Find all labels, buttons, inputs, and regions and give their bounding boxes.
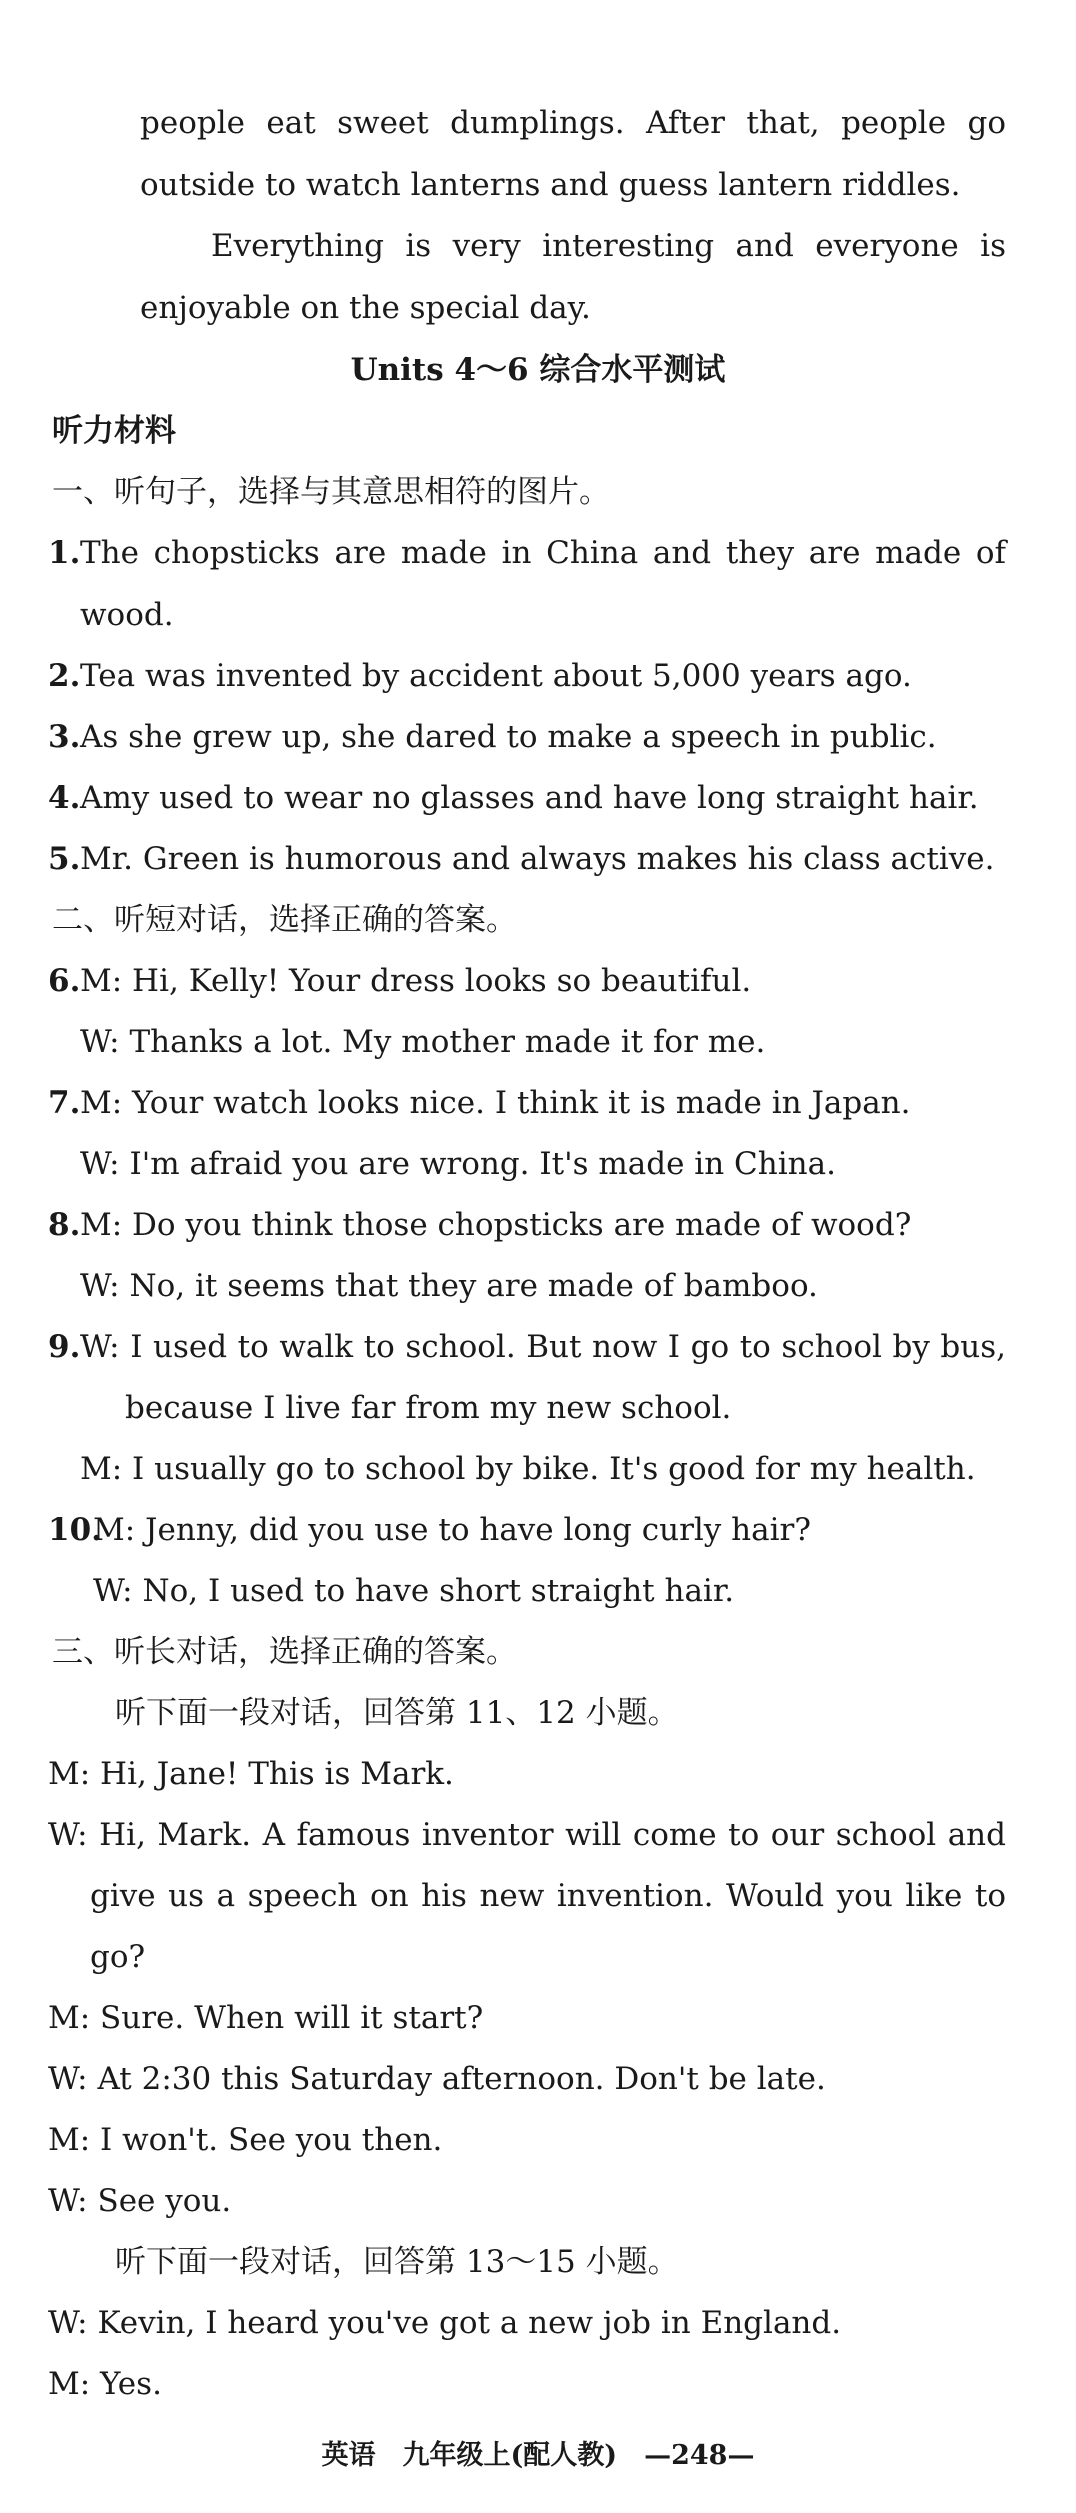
dialogue-line: M: Sure. When will it start? bbox=[48, 2000, 484, 2036]
instruction-line: 听下面一段对话，回答第 13～15 小题。 bbox=[115, 2244, 679, 2280]
part-heading: 三、听长对话，选择正确的答案。 bbox=[52, 1634, 517, 1670]
dialogue-line: M: Hi, Kelly! Your dress looks so beautiful. bbox=[80, 963, 752, 999]
dialogue-line: because I live far from my new school. bbox=[125, 1390, 732, 1426]
question-number: 7. bbox=[48, 1085, 81, 1121]
dialogue-line: W: At 2:30 this Saturday afternoon. Don't be late. bbox=[48, 2061, 826, 2097]
paragraph-line: people eat sweet dumplings. After that, people go bbox=[140, 105, 1006, 141]
question-number: 2. bbox=[48, 658, 81, 694]
question-number: 4. bbox=[48, 780, 81, 816]
question-number: 10. bbox=[48, 1512, 102, 1548]
paragraph-line: outside to watch lanterns and guess lantern riddles. bbox=[140, 167, 961, 203]
dialogue-line: W: See you. bbox=[48, 2183, 232, 2219]
question-number: 8. bbox=[48, 1207, 81, 1243]
dialogue-line: M: Hi, Jane! This is Mark. bbox=[48, 1756, 454, 1792]
part-heading: 一、听句子，选择与其意思相符的图片。 bbox=[52, 474, 610, 510]
dialogue-line: W: No, it seems that they are made of bamboo. bbox=[80, 1268, 818, 1304]
dialogue-line: M: I usually go to school by bike. It's good for my health. bbox=[80, 1451, 976, 1487]
question-number: 6. bbox=[48, 963, 81, 999]
question-text: Tea was invented by accident about 5,000 years ago. bbox=[80, 658, 912, 694]
dialogue-line: W: Hi, Mark. A famous inventor will come to our school and bbox=[48, 1817, 1006, 1853]
dialogue-line: W: I used to walk to school. But now I go to school by bus, bbox=[80, 1329, 1006, 1365]
instruction-line: 听下面一段对话，回答第 11、12 小题。 bbox=[115, 1695, 679, 1731]
dialogue-line: M: Jenny, did you use to have long curly hair? bbox=[93, 1512, 811, 1548]
dialogue-line: give us a speech on his new invention. Would you like to bbox=[90, 1878, 1006, 1914]
question-text: The chopsticks are made in China and they are made of bbox=[80, 535, 1006, 571]
question-number: 3. bbox=[48, 719, 81, 755]
dialogue-line: W: Thanks a lot. My mother made it for me. bbox=[80, 1024, 766, 1060]
paragraph-line: Everything is very interesting and everyone is bbox=[211, 228, 1006, 264]
question-number: 9. bbox=[48, 1329, 81, 1365]
question-number: 5. bbox=[48, 841, 81, 877]
dialogue-line: W: No, I used to have short straight hair. bbox=[93, 1573, 735, 1609]
page-footer: 英语 九年级上(配人教) —248— bbox=[321, 2440, 755, 2471]
question-text: Mr. Green is humorous and always makes his class active. bbox=[80, 841, 995, 877]
heading-listening-material: 听力材料 bbox=[52, 413, 176, 449]
part-heading: 二、听短对话，选择正确的答案。 bbox=[52, 902, 517, 938]
dialogue-line: M: Yes. bbox=[48, 2366, 162, 2402]
dialogue-line: go? bbox=[90, 1939, 146, 1975]
dialogue-line: M: Your watch looks nice. I think it is made in Japan. bbox=[80, 1085, 911, 1121]
dialogue-line: M: Do you think those chopsticks are made of wood? bbox=[80, 1207, 912, 1243]
question-text: As she grew up, she dared to make a speech in public. bbox=[80, 719, 937, 755]
question-number: 1. bbox=[48, 535, 81, 571]
paragraph-line: enjoyable on the special day. bbox=[140, 290, 591, 326]
dialogue-line: W: I'm afraid you are wrong. It's made in China. bbox=[80, 1146, 836, 1182]
section-title: Units 4～6 综合水平测试 bbox=[350, 352, 726, 388]
question-text: wood. bbox=[80, 597, 174, 633]
question-text: Amy used to wear no glasses and have long straight hair. bbox=[80, 780, 979, 816]
dialogue-line: M: I won't. See you then. bbox=[48, 2122, 443, 2158]
dialogue-line: W: Kevin, I heard you've got a new job in England. bbox=[48, 2305, 842, 2341]
